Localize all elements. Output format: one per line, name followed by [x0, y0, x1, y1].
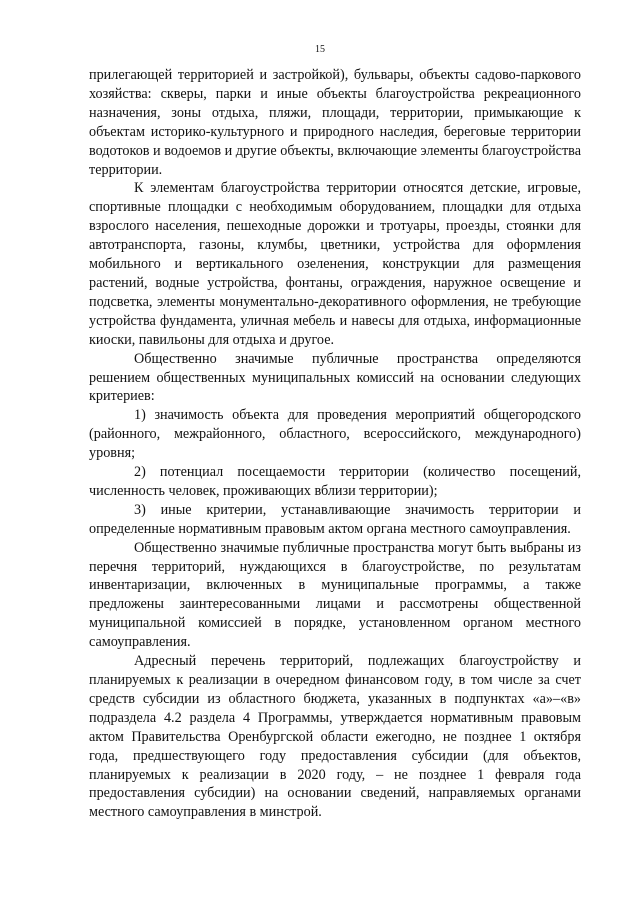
page-number: 15 — [315, 44, 325, 55]
paragraph: Адресный перечень территорий, подлежащих благоустройству и планируемых к реализации в очередном финансовом году, в том числе за счет средств субсидии из областного бюджета, указанных в подпунктах «а»–«в» подраздела 4.2 раздела 4 Программы, утверждается нормативным правовым актом Правительства Оренбургской области ежегодно, не позднее 1 октября года, предшествующего году предоставления субсидии (для объектов, планируемых к реализации в 2020 году, – не позднее 1 февраля года предоставления субсидии) на основании сведений, направляемых органами местного самоуправления в минстрой. — [89, 653, 581, 821]
paragraph: К элементам благоустройства территории относятся детские, игровые, спортивные площадки с необходимым оборудованием, площадки для отдыха взрослого населения, пешеходные дорожки и тротуары, проезды, стоянки для автотранспорта, газоны, клумбы, цветники, устройства для оформления мобильного и вертикального озеленения, конструкции для размещения растений, водные устройства, фонтаны, ограждения, наружное освещение и подсветка, элементы монументально-декоративного оформления, не требующие устройства фундамента, уличная мебель и навесы для отдыха, информационные киоски, павильоны для отдыха и другое. — [89, 180, 581, 348]
paragraph: Общественно значимые публичные пространства могут быть выбраны из перечня территорий, нуждающихся в благоустройстве, по результатам инвентаризации, включенных в муниципальные программы, а также предложены заинтересованными лицами и рассмотрены общественной муниципальной комиссией в порядке, установленном органом местного самоуправления. — [89, 539, 581, 651]
list-item: 2) потенциал посещаемости территории (количество посещений, численность человек, проживающих вблизи территории); — [89, 464, 581, 499]
paragraph: Общественно значимые публичные пространства определяются решением общественных муниципальных комиссий на основании следующих критериев: — [89, 350, 581, 405]
list-item: 3) иные критерии, устанавливающие значимость территории и определенные нормативным правовым актом органа местного самоуправления. — [89, 501, 581, 537]
body-text — [89, 66, 581, 822]
list-item: 1) значимость объекта для проведения мероприятий общегородского (районного, межрайонного, областного, всероссийского, международного) уровня; — [89, 407, 581, 462]
paragraph: прилегающей территорией и застройкой), бульвары, объекты садово-паркового хозяйства: скверы, парки и иные объекты благоустройства рекреационного назначения, зоны отдыха, пляжи, площади, территории, примыкающие к объектам историко-культурного и природного наследия, береговые территории водотоков и водоемов и другие объекты, включающие элементы благоустройства территории. — [89, 67, 581, 178]
